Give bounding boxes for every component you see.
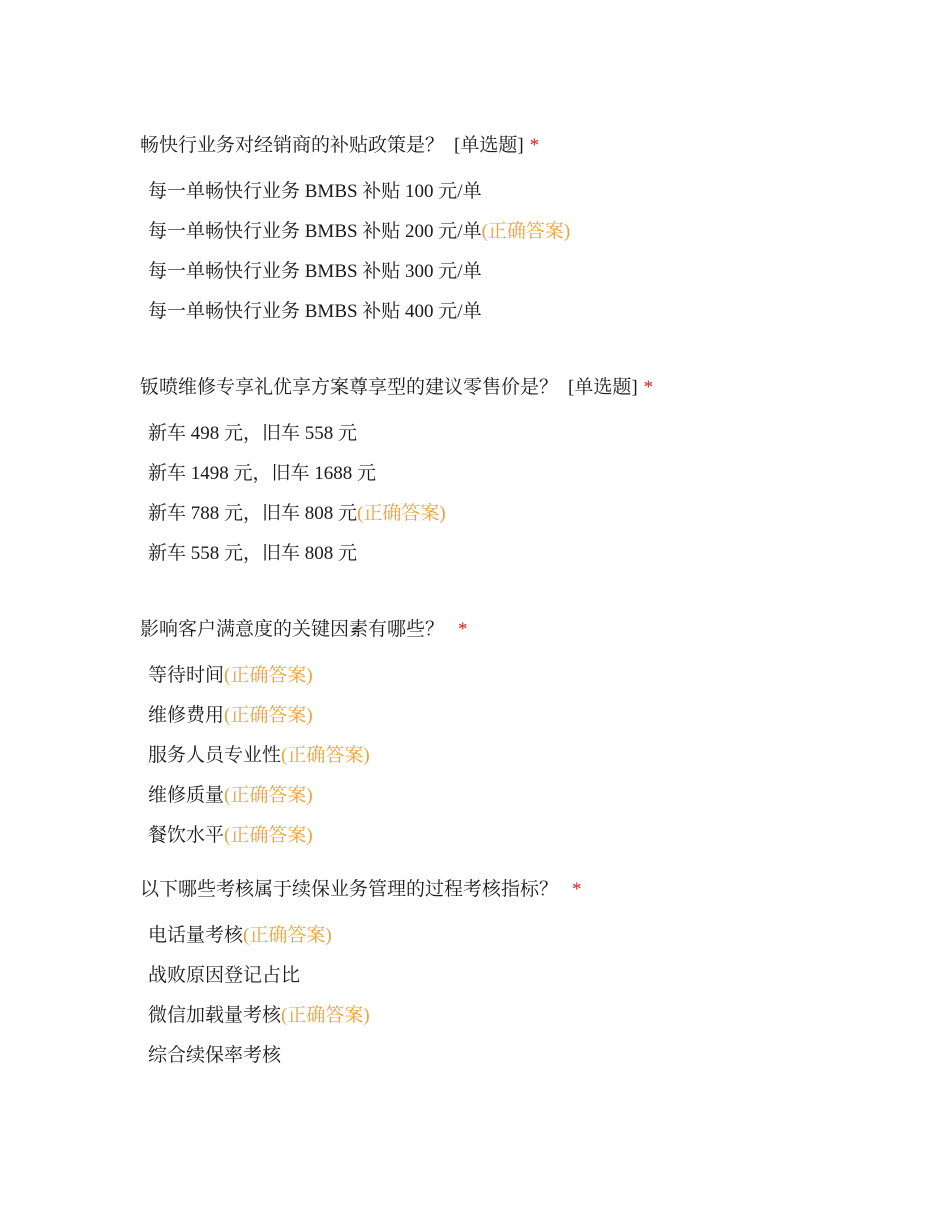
question-title (140, 878, 920, 902)
option-item (148, 1004, 920, 1028)
options-list (140, 422, 920, 566)
question-text: 以下哪些考核属于续保业务管理的过程考核指标？ (140, 879, 559, 900)
correct-answer-tag: (正确答案) (357, 503, 446, 524)
correct-answer-tag: (正确答案) (224, 785, 313, 806)
options-list (140, 664, 920, 848)
question-type-label: [单选题] (568, 377, 638, 398)
question-text: 钣喷维修专享礼优享方案尊享型的建议零售价是？ (140, 377, 559, 398)
option-text: 每一单畅快行业务 BMBS 补贴 300 元/单 (148, 261, 482, 282)
correct-answer-tag: (正确答案) (224, 825, 313, 846)
options-list (140, 180, 920, 324)
option-text: 每一单畅快行业务 BMBS 补贴 200 元/单 (148, 221, 482, 242)
required-marker: * (529, 135, 540, 156)
option-text: 维修质量 (148, 785, 225, 806)
option-text: 综合续保率考核 (148, 1045, 282, 1066)
option-text: 战败原因登记占比 (148, 965, 301, 986)
question-3 (140, 618, 920, 848)
option-text: 餐饮水平 (148, 825, 225, 846)
option-text: 新车 788 元，旧车 808 元 (148, 503, 358, 524)
option-item (148, 300, 920, 324)
option-item (148, 220, 920, 244)
option-text: 微信加载量考核 (148, 1005, 282, 1026)
question-title (140, 376, 920, 400)
option-text: 每一单畅快行业务 BMBS 补贴 400 元/单 (148, 301, 482, 322)
option-item (148, 422, 920, 446)
option-item (148, 704, 920, 728)
option-item (148, 462, 920, 486)
question-text: 畅快行业务对经销商的补贴政策是？ (140, 135, 445, 156)
correct-answer-tag: (正确答案) (281, 1005, 370, 1026)
correct-answer-tag: (正确答案) (224, 705, 313, 726)
option-item (148, 964, 920, 988)
option-item (148, 744, 920, 768)
question-4 (140, 878, 920, 1068)
required-marker: * (458, 619, 468, 640)
option-text: 等待时间 (148, 665, 225, 686)
option-text: 新车 558 元，旧车 808 元 (148, 543, 358, 564)
correct-answer-tag: (正确答案) (224, 665, 313, 686)
required-marker: * (643, 377, 654, 398)
correct-answer-tag: (正确答案) (281, 745, 370, 766)
question-title (140, 618, 920, 642)
option-item (148, 260, 920, 284)
question-type-label: [单选题] (454, 135, 524, 156)
correct-answer-tag: (正确答案) (243, 925, 332, 946)
correct-answer-tag: (正确答案) (481, 221, 571, 242)
option-item (148, 784, 920, 808)
option-text: 维修费用 (148, 705, 225, 726)
required-marker: * (572, 879, 582, 900)
option-text: 新车 1498 元，旧车 1688 元 (148, 463, 377, 484)
option-item (148, 502, 920, 526)
option-text: 电话量考核 (148, 925, 244, 946)
option-item (148, 1044, 920, 1068)
option-item (148, 542, 920, 566)
option-item (148, 824, 920, 848)
option-item (148, 664, 920, 688)
option-text: 每一单畅快行业务 BMBS 补贴 100 元/单 (148, 181, 482, 202)
options-list (140, 924, 920, 1068)
option-item (148, 180, 920, 204)
question-title (140, 134, 920, 158)
question-text: 影响客户满意度的关键因素有哪些？ (140, 619, 445, 640)
question-2 (140, 376, 920, 566)
question-1 (140, 134, 920, 324)
option-text: 服务人员专业性 (148, 745, 282, 766)
option-text: 新车 498 元，旧车 558 元 (148, 423, 358, 444)
option-item (148, 924, 920, 948)
